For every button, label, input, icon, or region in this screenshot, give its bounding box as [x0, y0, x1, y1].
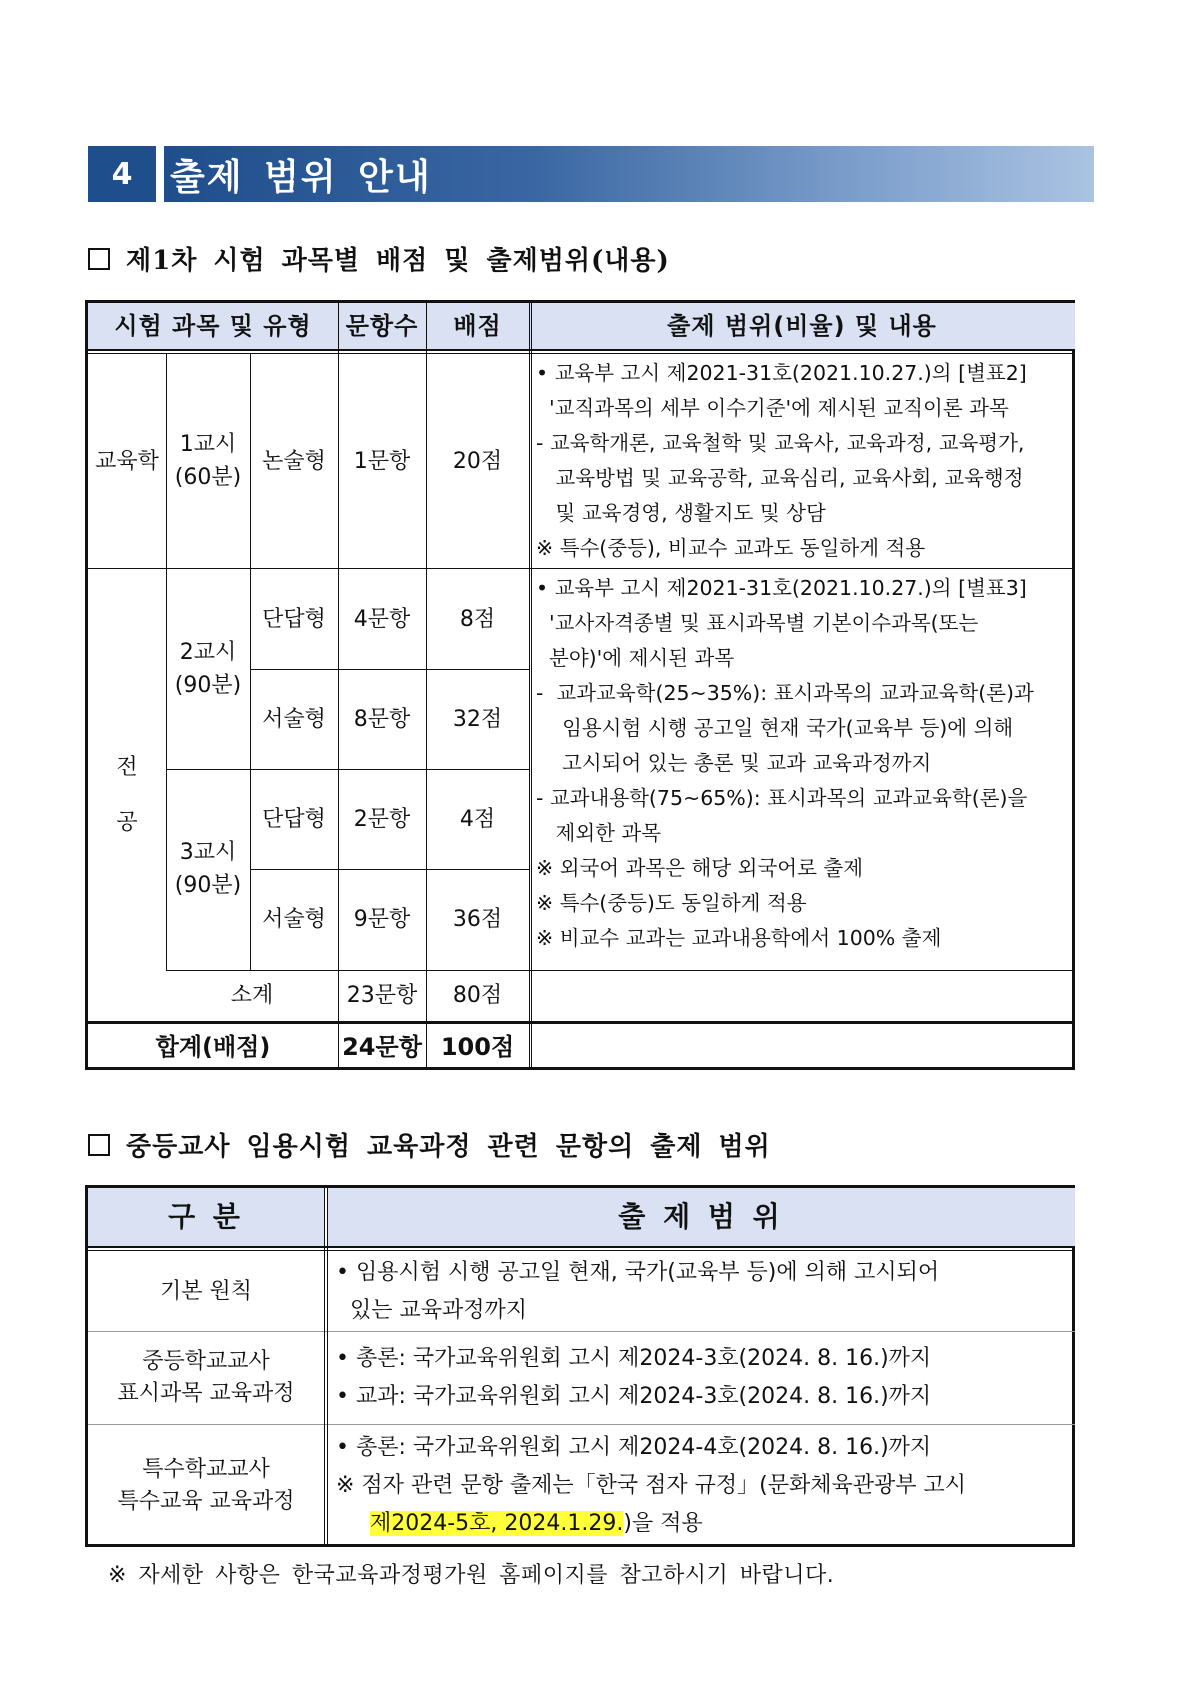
- scope-line: 임용시험 시행 공고일 현재 국가(교육부 등)에 의해: [536, 716, 1014, 740]
- scope-line: • 총론: 국가교육위원회 고시 제2024-3호(2024. 8. 16.)까지: [336, 1346, 932, 1371]
- scope-line: '교직과목의 세부 이수기준'에 제시된 교직이론 과목: [536, 396, 1009, 420]
- scope-line: 및 교육경영, 생활지도 및 상담: [536, 501, 826, 525]
- subject-major: 전 공: [116, 754, 138, 835]
- subject-education: 교육학: [95, 448, 159, 474]
- type-descriptive: 서술형: [262, 906, 326, 932]
- header-scope: 출제 범위(비율) 및 내용: [529, 303, 1075, 349]
- curriculum-scope-table: [85, 1185, 1075, 1547]
- subtotal-score: 80점: [452, 983, 503, 1008]
- score-row: 36점: [452, 906, 503, 932]
- session-3: 3교시 (90분): [174, 840, 242, 898]
- highlight-text: 제2024-5호, 2024.1.29.: [370, 1511, 624, 1536]
- total-count: 24문항: [342, 1033, 422, 1061]
- scope-line: 있는 교육과정까지: [336, 1298, 527, 1323]
- category-special: 특수학교교사 특수교육 교육과정: [117, 1457, 295, 1514]
- scope-line: ※ 특수(중등)도 동일하게 적용: [536, 891, 807, 915]
- scope-line: • 총론: 국가교육위원회 고시 제2024-4호(2024. 8. 16.)까지: [336, 1435, 932, 1460]
- session-2: 2교시 (90분): [174, 640, 242, 698]
- scope-line: 교육방법 및 교육공학, 교육심리, 교육사회, 교육행정: [536, 466, 1024, 490]
- scope-line: • 교육부 고시 제2021-31호(2021.10.27.)의 [별표2]: [536, 361, 1027, 385]
- scope-line: - 교과내용학(75~65%): 표시과목의 교과교육학(론)을: [536, 786, 1028, 810]
- scope-line: • 교육부 고시 제2021-31호(2021.10.27.)의 [별표3]: [536, 576, 1027, 600]
- tail-text: )을 적용: [623, 1511, 703, 1536]
- scope-line: 제외한 과목: [536, 821, 662, 845]
- section-title: 출제 범위 안내: [164, 146, 1094, 202]
- scope-line: • 임용시험 시행 공고일 현재, 국가(교육부 등)에 의해 고시되어: [336, 1260, 940, 1285]
- heading-1: [88, 240, 670, 277]
- type-essay: 논술형: [262, 448, 326, 474]
- scope-line: '교사자격종별 및 표시과목별 기본이수과목(또는: [536, 611, 979, 635]
- type-descriptive: 서술형: [262, 706, 326, 732]
- type-short: 단답형: [262, 806, 326, 832]
- subtotal-count: 23문항: [346, 983, 418, 1008]
- scope-line: - 교육학개론, 교육철학 및 교육사, 교육과정, 교육평가,: [536, 431, 1025, 455]
- scope-line: ※ 특수(중등), 비교수 교과도 동일하게 적용: [536, 536, 926, 560]
- total-label: 합계(배점): [155, 1033, 271, 1061]
- count-education: 1문항: [353, 448, 411, 474]
- score-row: 32점: [452, 706, 503, 732]
- checkbox-square-icon: [88, 1134, 110, 1156]
- score-education: 20점: [452, 448, 503, 474]
- header-count: 문항수: [338, 303, 426, 349]
- heading-2-text: 중등교사 임용시험 교육과정 관련 문항의 출제 범위: [126, 1132, 771, 1162]
- scope-line: 분야)'에 제시된 과목: [536, 646, 735, 670]
- checkbox-square-icon: [88, 248, 110, 270]
- scope-line: ※ 외국어 과목은 해당 외국어로 출제: [536, 856, 863, 880]
- scope-line-highlighted: [370, 1505, 703, 1543]
- count-row: 4문항: [353, 606, 411, 632]
- heading-2: [88, 1126, 771, 1163]
- header-score: 배점: [426, 303, 529, 349]
- section-number: 4: [88, 146, 156, 202]
- count-row: 9문항: [353, 906, 411, 932]
- score-distribution-table: [85, 300, 1075, 1070]
- header-scope: 출 제 범 위: [327, 1188, 1075, 1246]
- category-secondary: 중등학교교사 표시과목 교육과정: [117, 1349, 295, 1406]
- session-1: 1교시 (60분): [174, 432, 242, 490]
- footnote: ※ 자세한 사항은 한국교육과정평가원 홈페이지를 참고하시기 바랍니다.: [108, 1563, 835, 1588]
- scope-line: - 교과교육학(25~35%): 표시과목의 교과교육학(론)과: [536, 681, 1034, 705]
- scope-line: 고시되어 있는 총론 및 교과 교육과정까지: [536, 751, 932, 775]
- type-short: 단답형: [262, 606, 326, 632]
- header-subject: 시험 과목 및 유형: [88, 303, 338, 349]
- score-row: 8점: [459, 606, 496, 632]
- score-row: 4점: [459, 806, 496, 832]
- scope-line: ※ 비교수 교과는 교과내용학에서 100% 출제: [536, 926, 942, 950]
- total-score: 100점: [440, 1033, 515, 1061]
- heading-1-text: 제1차 시험 과목별 배점 및 출제범위(내용): [126, 246, 670, 276]
- count-row: 2문항: [353, 806, 411, 832]
- category-basic: 기본 원칙: [159, 1278, 252, 1304]
- subtotal-label: 소계: [230, 983, 274, 1008]
- scope-line: ※ 점자 관련 문항 출제는「한국 점자 규정」(문화체육관광부 고시: [336, 1473, 967, 1498]
- header-category: 구 분: [88, 1188, 324, 1246]
- scope-line: • 교과: 국가교육위원회 고시 제2024-3호(2024. 8. 16.)까지: [336, 1384, 932, 1409]
- count-row: 8문항: [353, 706, 411, 732]
